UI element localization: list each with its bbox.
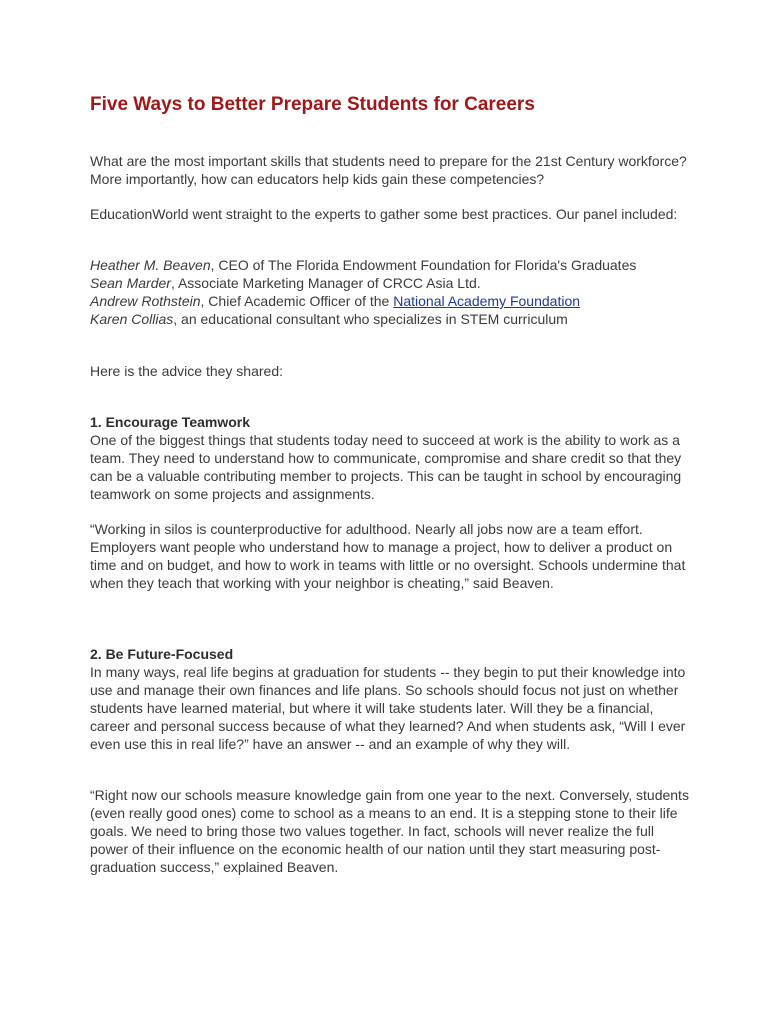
panel-member-name: Heather M. Beaven	[90, 257, 211, 273]
section-body: One of the biggest things that students today need to succeed at work is the ability to work as a team. They need to understand how to communicate, compromise and share credit so that they can be a valuable contributing member to projects. This can be taught in school by encouraging teamwork on some projects and assignments.	[90, 432, 682, 502]
section-body: In many ways, real life begins at graduation for students -- they begin to put their knowledge into use and manage their own finances and life plans. So schools should focus not just on whether students have learned material, but where it will take students later. Will they be a financial, career and personal success because of what they learned? And when students ask, “Will I ever even use this in real life?” have an answer -- and an example of why they will.	[90, 664, 686, 752]
article-title: Five Ways to Better Prepare Students for Careers	[90, 94, 535, 115]
intro-paragraph: What are the most important skills that students need to prepare for the 21st Century workforce? More importantly, how can educators help kids gain these competencies?	[90, 153, 687, 187]
section-heading: 1. Encourage Teamwork	[90, 414, 251, 430]
panel-member-name: Karen Collias	[90, 311, 174, 327]
panel-member	[90, 274, 690, 292]
national-academy-foundation-link[interactable]: National Academy Foundation	[393, 293, 581, 309]
quote-teamwork: “Working in silos is counterproductive for adulthood. Nearly all jobs now are a team effort. Employers want people who understand how to manage a project, how to deliver a product on time and on budget, and how to work in teams with little or no oversight. Schools undermine that when they teach that working with your neighbor is cheating,” said Beaven.	[90, 521, 686, 591]
panel-member-name: Andrew Rothstein	[90, 293, 201, 309]
advice-intro-paragraph: Here is the advice they shared:	[90, 363, 283, 379]
quote-future-focused: “Right now our schools measure knowledge gain from one year to the next. Conversely, students (even really good ones) come to school as a means to an end. It is a stepping stone to their life goals. We need to bring those two values together. In fact, schools will never realize the full power of their influence on the economic health of our nation until they start measuring post-graduation success,” explained Beaven.	[90, 787, 689, 875]
panel-member-role: , CEO of The Florida Endowment Foundation for Florida's Graduates	[210, 257, 637, 273]
panel-list	[90, 256, 690, 328]
panel-member-role: , Associate Marketing Manager of CRCC Asia Ltd.	[170, 275, 481, 291]
section-teamwork	[90, 413, 690, 503]
panel-member-name: Sean Marder	[90, 275, 171, 291]
panel-member-role: , Chief Academic Officer of the	[200, 293, 394, 309]
panel-member	[90, 292, 690, 310]
panel-member	[90, 310, 690, 328]
section-future-focused	[90, 645, 690, 753]
experts-intro-paragraph: EducationWorld went straight to the experts to gather some best practices. Our panel included:	[90, 206, 678, 222]
panel-member-role: , an educational consultant who specializes in STEM curriculum	[173, 311, 568, 327]
panel-member	[90, 256, 690, 274]
section-heading: 2. Be Future-Focused	[90, 646, 234, 662]
